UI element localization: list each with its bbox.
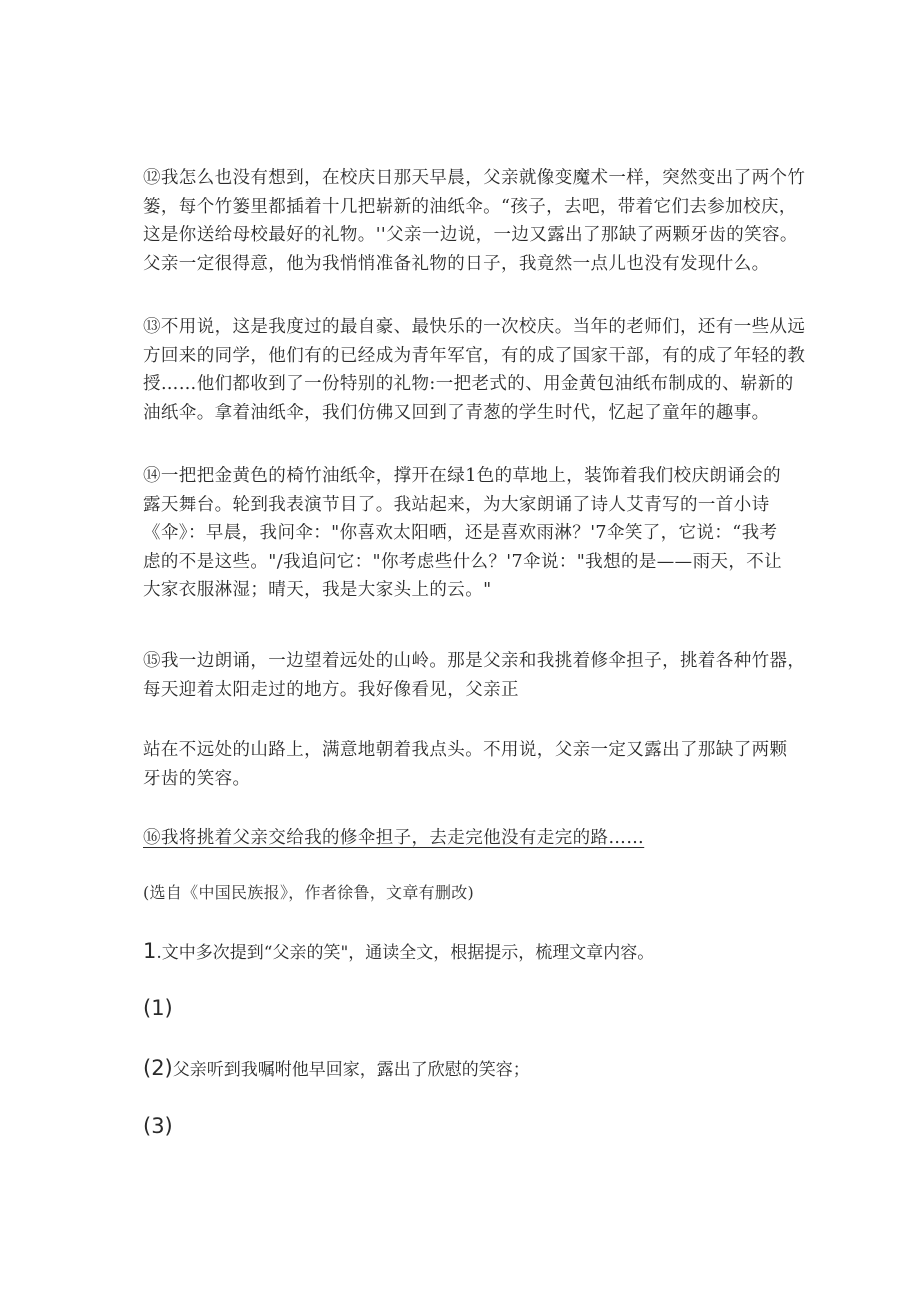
paragraph-14 [143, 462, 843, 605]
text-line: 《伞》：早晨，我问伞："你喜欢太阳晒，还是喜欢雨淋？'7伞笑了，它说：“我考 [143, 523, 778, 543]
text-line: ⑬不用说，这是我度过的最自豪、最快乐的一次校庆。当年的老师们，还有一些从远 [143, 317, 806, 337]
item-text: 父亲听到我嘱咐他早回家，露出了欣慰的笑容； [172, 1060, 530, 1080]
item-label: (1) [143, 996, 173, 1020]
underlined-sentence: ⑯我将挑着父亲交给我的修伞担子，去走完他没有走完的路…… [143, 828, 645, 848]
text-line: ⑮我一边朗诵，一边望着远处的山岭。那是父亲和我挑着修伞担子，挑着各种竹器， [143, 651, 806, 671]
text-line: 虑的不是这些。"/我追问它："你考虑些什么？'7伞说："我想的是——雨天，不让 [143, 551, 783, 572]
question-1 [143, 938, 654, 963]
answer-item-3 [143, 1114, 173, 1138]
question-number: 1 [143, 939, 157, 963]
text-line: 每天迎着太阳走过的地方。我好像看见，父亲正 [143, 679, 519, 700]
item-label: (2) [143, 1056, 173, 1080]
text-line: 大家衣服淋湿；晴天，我是大家头上的云。" [143, 580, 492, 600]
text-line: ⑭一把把金黄色的椅竹油纸伞，撑开在绿1色的草地上，装饰着我们校庆朗诵会的 [143, 466, 782, 486]
paragraph-13 [143, 313, 843, 427]
paragraph-12 [143, 164, 843, 278]
text-line: 父亲一定很得意，他为我悄悄准备礼物的日子，我竟然一点儿也没有发现什么。 [143, 253, 770, 274]
text-line: ⑫我怎么也没有想到，在校庆日那天早晨，父亲就像变魔术一样，突然变出了两个竹 [143, 168, 806, 188]
question-text: .文中多次提到“父亲的笑"，通读全文，根据提示，梳理文章内容。 [156, 943, 655, 963]
answer-item-1 [143, 996, 173, 1020]
item-label: (3) [143, 1114, 173, 1138]
paragraph-15-continued [143, 736, 843, 793]
source-citation: (选自《中国民族报》，作者徐鲁，文章有删改) [143, 883, 475, 902]
text-line: 篓，每个竹篓里都插着十几把崭新的油纸伞。“孩子，去吧，带着它们去参加校庆， [143, 196, 797, 217]
text-line: 站在不远处的山路上，满意地朝着我点头。不用说，父亲一定又露出了那缺了两颗 [143, 740, 788, 760]
paragraph-16 [143, 824, 843, 853]
text-line: 油纸伞。拿着油纸伞，我们仿佛又回到了青葱的学生时代，忆起了童年的趣事。 [143, 402, 770, 423]
text-line: 授……他们都收到了一份特别的礼物:一把老式的、用金黄包油纸布制成的、崭新的 [143, 374, 794, 394]
text-line: 露天舞台。轮到我表演节目了。我站起来，为大家朗诵了诗人艾青写的一首小诗 [143, 494, 770, 515]
paragraph-15 [143, 647, 843, 704]
text-line: 牙齿的笑容。 [143, 768, 251, 789]
text-line: 方回来的同学，他们有的已经成为青年军官，有的成了国家干部，有的成了年轻的教 [143, 345, 806, 366]
text-line: 这是你送给母校最好的礼物。''父亲一边说，一边又露出了那缺了两颗牙齿的笑容。 [143, 225, 798, 245]
answer-item-2 [143, 1055, 530, 1080]
